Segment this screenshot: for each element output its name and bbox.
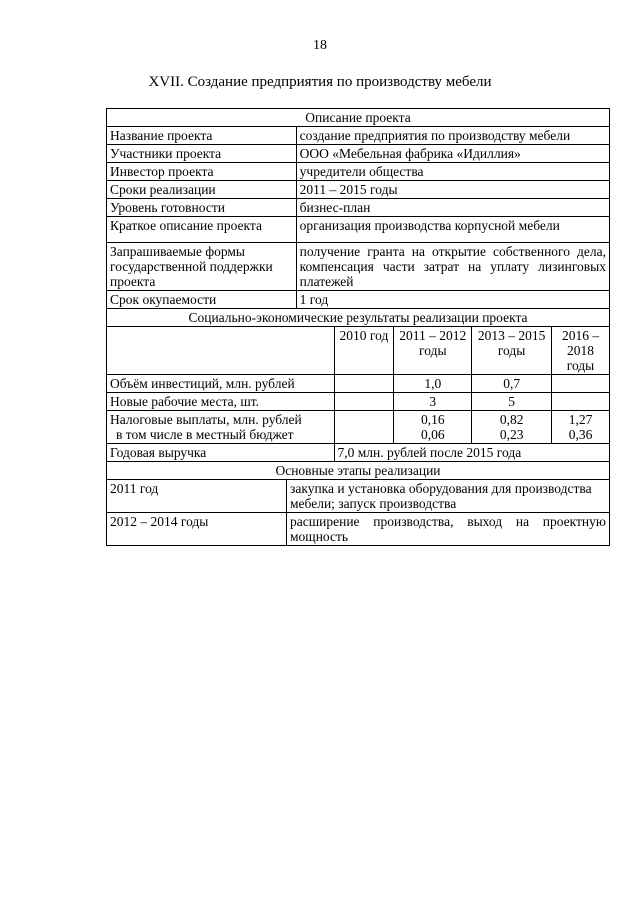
description-row bbox=[107, 163, 610, 181]
description-row bbox=[107, 217, 610, 243]
results-corner-cell bbox=[107, 327, 335, 375]
row-label: Срок окупаемости bbox=[107, 291, 297, 309]
row-label: Новые рабочие места, шт. bbox=[107, 393, 335, 411]
description-row bbox=[107, 199, 610, 217]
cell-line: 0,36 bbox=[568, 427, 593, 442]
page-title: XVII. Создание предприятия по производству мебели bbox=[148, 74, 492, 90]
cell-line: 1,27 bbox=[568, 412, 593, 427]
row-label: Инвестор проекта bbox=[107, 163, 297, 181]
stage-row bbox=[107, 513, 610, 546]
column-header: 2013 – 2015 годы bbox=[472, 327, 552, 375]
row-label: Сроки реализации bbox=[107, 181, 297, 199]
cell-line: 0,16 bbox=[420, 412, 445, 427]
row-label-line: в том числе в местный бюджет bbox=[116, 427, 294, 442]
cell: 0,7 bbox=[472, 375, 552, 393]
results-heading-row bbox=[107, 309, 610, 327]
row-label: Годовая выручка bbox=[107, 444, 335, 462]
cell bbox=[552, 375, 610, 393]
cell: 3 bbox=[394, 393, 472, 411]
cell bbox=[334, 393, 394, 411]
description-row bbox=[107, 145, 610, 163]
cell: 5 bbox=[472, 393, 552, 411]
stage-description: расширение производства, выход на проектную мощность bbox=[287, 513, 610, 546]
column-header: 2010 год bbox=[334, 327, 394, 375]
row-value: создание предприятия по производству мебели bbox=[296, 127, 609, 145]
row-value: учредители общества bbox=[296, 163, 609, 181]
page-number: 18 bbox=[313, 38, 327, 53]
description-row bbox=[107, 127, 610, 145]
description-heading: Описание проекта bbox=[107, 109, 610, 127]
cell-line: 0,06 bbox=[420, 427, 445, 442]
description-row bbox=[107, 181, 610, 199]
cell: 1,0 bbox=[394, 375, 472, 393]
column-header: 2011 – 2012 годы bbox=[394, 327, 472, 375]
row-label: Краткое описание проекта bbox=[107, 217, 297, 243]
results-columns-row bbox=[107, 327, 610, 375]
description-heading-row bbox=[107, 109, 610, 127]
stages-heading-row bbox=[107, 462, 610, 480]
row-value: бизнес-план bbox=[296, 199, 609, 217]
row-label: Объём инвестиций, млн. рублей bbox=[107, 375, 335, 393]
revenue-row bbox=[107, 444, 610, 462]
cell-line: 0,23 bbox=[499, 427, 524, 442]
project-table bbox=[106, 108, 610, 462]
row-label: Уровень готовности bbox=[107, 199, 297, 217]
description-row bbox=[107, 291, 610, 309]
row-value: организация производства корпусной мебели bbox=[296, 217, 609, 243]
cell bbox=[334, 411, 394, 444]
row-label: Участники проекта bbox=[107, 145, 297, 163]
project-document bbox=[106, 108, 610, 546]
cell bbox=[472, 411, 552, 444]
row-value: ООО «Мебельная фабрика «Идиллия» bbox=[296, 145, 609, 163]
row-label-line: Налоговые выплаты, млн. рублей bbox=[110, 412, 302, 427]
stage-period: 2011 год bbox=[107, 480, 287, 513]
cell-line: 0,82 bbox=[499, 412, 524, 427]
row-value: 1 год bbox=[296, 291, 609, 309]
stage-description: закупка и установка оборудования для производства мебели; запуск производства bbox=[287, 480, 610, 513]
results-row bbox=[107, 411, 610, 444]
stages-heading: Основные этапы реализации bbox=[107, 462, 610, 480]
column-header: 2016 – 2018 годы bbox=[552, 327, 610, 375]
results-row bbox=[107, 375, 610, 393]
row-label: Запрашиваемые формы государственной поддержки проекта bbox=[107, 243, 297, 291]
cell bbox=[334, 375, 394, 393]
cell bbox=[552, 411, 610, 444]
results-row bbox=[107, 393, 610, 411]
cell bbox=[552, 393, 610, 411]
row-value: 7,0 млн. рублей после 2015 года bbox=[334, 444, 610, 462]
row-value: 2011 – 2015 годы bbox=[296, 181, 609, 199]
description-row bbox=[107, 243, 610, 291]
row-label bbox=[107, 411, 335, 444]
stages-table bbox=[106, 461, 610, 546]
stage-period: 2012 – 2014 годы bbox=[107, 513, 287, 546]
results-heading: Социально-экономические результаты реализации проекта bbox=[107, 309, 610, 327]
row-value: получение гранта на открытие собственного дела, компенсация части затрат на уплату лизинговых платежей bbox=[296, 243, 609, 291]
stage-row bbox=[107, 480, 610, 513]
row-label: Название проекта bbox=[107, 127, 297, 145]
cell bbox=[394, 411, 472, 444]
